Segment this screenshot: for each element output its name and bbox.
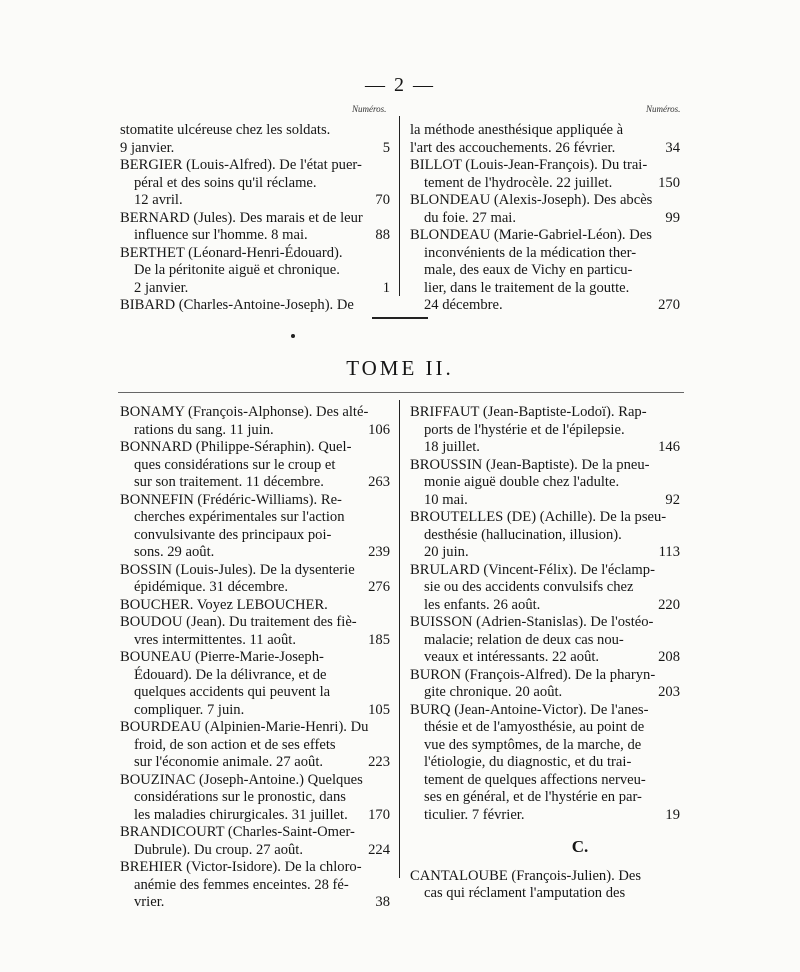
thesis-number: 1 — [382, 279, 390, 296]
separator-rule — [372, 317, 428, 319]
entry-line: sons. 29 août. — [134, 544, 215, 560]
thesis-entry — [410, 667, 680, 702]
entry-line: ticulier. 7 février. — [424, 806, 525, 823]
thesis-number: 203 — [658, 684, 680, 700]
entry-line: tement de l'hydrocèle. 22 juillet. — [424, 174, 613, 191]
thesis-entry — [410, 562, 680, 615]
entry-line: 9 janvier. — [120, 139, 175, 156]
entry-line: malacie; relation de deux cas nou- — [424, 631, 624, 648]
tome2-column-rule — [399, 400, 400, 878]
entry-line: vue des symptômes, de la marche, de — [424, 736, 642, 753]
entry-line: thésie et de l'amyosthésie, au point de — [424, 719, 645, 735]
entry-line-first: BREHIER (Victor-Isidore). De la chloro- — [120, 859, 362, 875]
ornament-dot — [291, 334, 295, 338]
tome1-column-rule — [399, 116, 400, 296]
entry-line-first: BRULARD (Vincent-Félix). De l'éclamp- — [410, 561, 655, 578]
thesis-entry — [410, 702, 680, 825]
tome2-right-column — [410, 404, 680, 903]
thesis-entry — [410, 614, 680, 667]
thesis-entry — [120, 772, 390, 825]
thesis-number: 113 — [658, 544, 680, 560]
thesis-number: 170 — [368, 806, 390, 823]
thesis-entry — [120, 157, 390, 210]
entry-line: l'art des accouchements. 26 février. — [410, 139, 616, 156]
entry-line: sur son traitement. 11 décembre. — [134, 474, 324, 490]
tome-underline — [118, 392, 684, 393]
thesis-entry — [120, 719, 390, 772]
entry-line: l'étiologie, du diagnostic, et du trai- — [424, 754, 632, 770]
thesis-number: 34 — [665, 139, 680, 156]
entry-line-first: BERNARD (Jules). Des marais et de leur — [120, 209, 363, 226]
thesis-entry — [120, 404, 390, 439]
entry-line: vrier. — [134, 894, 165, 910]
thesis-entry — [410, 868, 680, 903]
entry-line-first: BOUNEAU (Pierre-Marie-Joseph- — [120, 649, 324, 665]
thesis-number: 92 — [665, 491, 680, 508]
entry-line-first: BLONDEAU (Marie-Gabriel-Léon). Des — [410, 227, 652, 243]
section-letter: C. — [571, 837, 589, 856]
entry-line: sur l'économie animale. 27 août. — [134, 754, 324, 770]
entry-line: du foie. 27 mai. — [424, 209, 517, 226]
thesis-entry — [410, 457, 680, 510]
continued-entry — [120, 122, 390, 157]
entry-line: convulsivante des principaux poi- — [134, 526, 332, 543]
entry-line: tement de quelques affections nerveu- — [424, 771, 646, 788]
entry-line: gite chronique. 20 août. — [424, 684, 563, 700]
thesis-number: 19 — [665, 806, 680, 823]
thesis-number: 105 — [368, 701, 390, 718]
entry-line: vres intermittentes. 11 août. — [134, 631, 296, 648]
thesis-entry — [410, 157, 680, 192]
thesis-entry — [410, 192, 680, 227]
thesis-number: 223 — [368, 754, 390, 770]
entry-line-first: BOURDEAU (Alpinien-Marie-Henri). Du — [120, 719, 369, 735]
entry-line-first: BERGIER (Louis-Alfred). De l'état puer- — [120, 157, 362, 173]
thesis-entry — [120, 824, 390, 859]
entry-line-first: BRANDICOURT (Charles-Saint-Omer- — [120, 824, 355, 840]
entry-line-first: BLONDEAU (Alexis-Joseph). Des abcès — [410, 192, 653, 208]
entry-line-first: BURQ (Jean-Antoine-Victor). De l'anes- — [410, 701, 649, 718]
entry-line-first: BILLOT (Louis-Jean-François). Du trai- — [410, 157, 648, 173]
entry-line: De la péritonite aiguë et chronique. — [134, 262, 340, 278]
tome1-right-column — [410, 122, 680, 315]
entry-line-first: BROUSSIN (Jean-Baptiste). De la pneu- — [410, 456, 650, 473]
entry-line-first: BURON (François-Alfred). De la pharyn- — [410, 666, 656, 683]
entry-line: ports de l'hystérie et de l'épilepsie. — [424, 421, 625, 438]
entry-line-first: la méthode anesthésique appliquée à — [410, 122, 624, 138]
entry-line: considérations sur le pronostic, dans — [134, 789, 346, 805]
entry-line: ques considérations sur le croup et — [134, 456, 336, 473]
continued-entry — [410, 122, 680, 157]
thesis-number: 270 — [658, 297, 680, 313]
entry-line: 2 janvier. — [134, 279, 189, 296]
entry-line: lier, dans le traitement de la goutte. — [424, 279, 630, 296]
thesis-number: 224 — [368, 841, 390, 858]
entry-line-first: BIBARD (Charles-Antoine-Joseph). De — [120, 297, 354, 313]
thesis-entry — [410, 509, 680, 562]
entry-line-first: stomatite ulcéreuse chez les soldats. — [120, 122, 331, 138]
thesis-number: 5 — [382, 139, 390, 156]
entry-line: influence sur l'homme. 8 mai. — [134, 227, 308, 243]
entry-line-first: BERTHET (Léonard-Henri-Édouard). — [120, 244, 343, 261]
thesis-entry — [120, 649, 390, 719]
entry-line: 20 juin. — [424, 544, 469, 560]
entry-line-first: BRIFFAUT (Jean-Baptiste-Lodoï). Rap- — [410, 404, 647, 420]
page-number: — 2 — — [365, 74, 435, 96]
thesis-entry — [120, 597, 390, 615]
entry-line: quelques accidents qui peuvent la — [134, 684, 331, 700]
column-heading-left: Numéros. — [352, 104, 387, 114]
entry-line: anémie des femmes enceintes. 28 fé- — [134, 876, 349, 893]
entry-line: 24 décembre. — [424, 297, 503, 313]
thesis-entry — [120, 210, 390, 245]
thesis-number: 38 — [375, 894, 390, 910]
tome-title: TOME II. — [346, 356, 454, 380]
thesis-entry — [120, 297, 390, 315]
entry-line: péral et des soins qu'il réclame. — [134, 174, 317, 191]
thesis-number: 185 — [368, 631, 390, 648]
entry-line: veaux et intéressants. 22 août. — [424, 649, 600, 665]
entry-line-first: BOSSIN (Louis-Jules). De la dysenterie — [120, 561, 355, 578]
thesis-number: 220 — [658, 596, 680, 613]
entry-line-first: BOUDOU (Jean). Du traitement des fiè- — [120, 614, 357, 630]
entry-line: épidémique. 31 décembre. — [134, 579, 288, 595]
thesis-number: 99 — [665, 209, 680, 226]
thesis-number: 146 — [658, 439, 680, 455]
entry-line-first: BONNEFIN (Frédéric-Williams). Re- — [120, 491, 342, 508]
entry-line: cherches expérimentales sur l'action — [134, 509, 345, 525]
entry-line: desthésie (hallucination, illusion). — [424, 526, 622, 543]
thesis-number: 263 — [368, 474, 390, 490]
tome2-left-column — [120, 404, 390, 912]
thesis-entry — [120, 562, 390, 597]
thesis-entry — [410, 404, 680, 457]
entry-line: 12 avril. — [134, 192, 183, 208]
entry-line: les maladies chirurgicales. 31 juillet. — [134, 806, 348, 823]
thesis-number: 88 — [375, 227, 390, 243]
entry-line: 10 mai. — [424, 491, 468, 508]
entry-line: sie ou des accidents convulsifs chez — [424, 579, 634, 595]
thesis-number: 208 — [658, 649, 680, 665]
entry-line: ses en général, et de l'hystérie en par- — [424, 789, 642, 805]
thesis-entry — [120, 245, 390, 298]
column-heading-right: Numéros. — [646, 104, 681, 114]
entry-line: cas qui réclament l'amputation des — [424, 885, 626, 901]
entry-line: 18 juillet. — [424, 439, 480, 455]
entry-line: froid, de son action et de ses effets — [134, 736, 336, 753]
thesis-entry — [120, 439, 390, 492]
entry-line-first: BONAMY (François-Alphonse). Des alté- — [120, 404, 369, 420]
entry-line: compliquer. 7 juin. — [134, 701, 245, 718]
entry-line-first: BUISSON (Adrien-Stanislas). De l'ostéo- — [410, 614, 654, 630]
thesis-number: 106 — [368, 421, 390, 438]
entry-line: rations du sang. 11 juin. — [134, 421, 274, 438]
thesis-number: 70 — [375, 192, 390, 208]
entry-line-first: BONNARD (Philippe-Séraphin). Quel- — [120, 439, 352, 455]
tome1-left-column — [120, 122, 390, 315]
entry-line: les enfants. 26 août. — [424, 596, 541, 613]
thesis-entry — [120, 859, 390, 912]
entry-line: Édouard). De la délivrance, et de — [134, 666, 327, 683]
entry-line-first: BOUZINAC (Joseph-Antoine.) Quelques — [120, 771, 363, 788]
entry-line-first: CANTALOUBE (François-Julien). Des — [410, 867, 642, 884]
entry-line: inconvénients de la médication ther- — [424, 244, 637, 261]
entry-line: Dubrule). Du croup. 27 août. — [134, 841, 304, 858]
thesis-entry — [120, 614, 390, 649]
thesis-entry — [410, 227, 680, 315]
entry-line: monie aiguë double chez l'adulte. — [424, 474, 620, 490]
thesis-number: 150 — [658, 174, 680, 191]
thesis-entry — [120, 492, 390, 562]
entry-line: male, des eaux de Vichy en particu- — [424, 262, 633, 278]
thesis-number: 239 — [368, 544, 390, 560]
entry-line-first: BOUCHER. Voyez LEBOUCHER. — [120, 596, 328, 613]
thesis-number: 276 — [368, 579, 390, 595]
entry-line-first: BROUTELLES (DE) (Achille). De la pseu- — [410, 509, 667, 525]
